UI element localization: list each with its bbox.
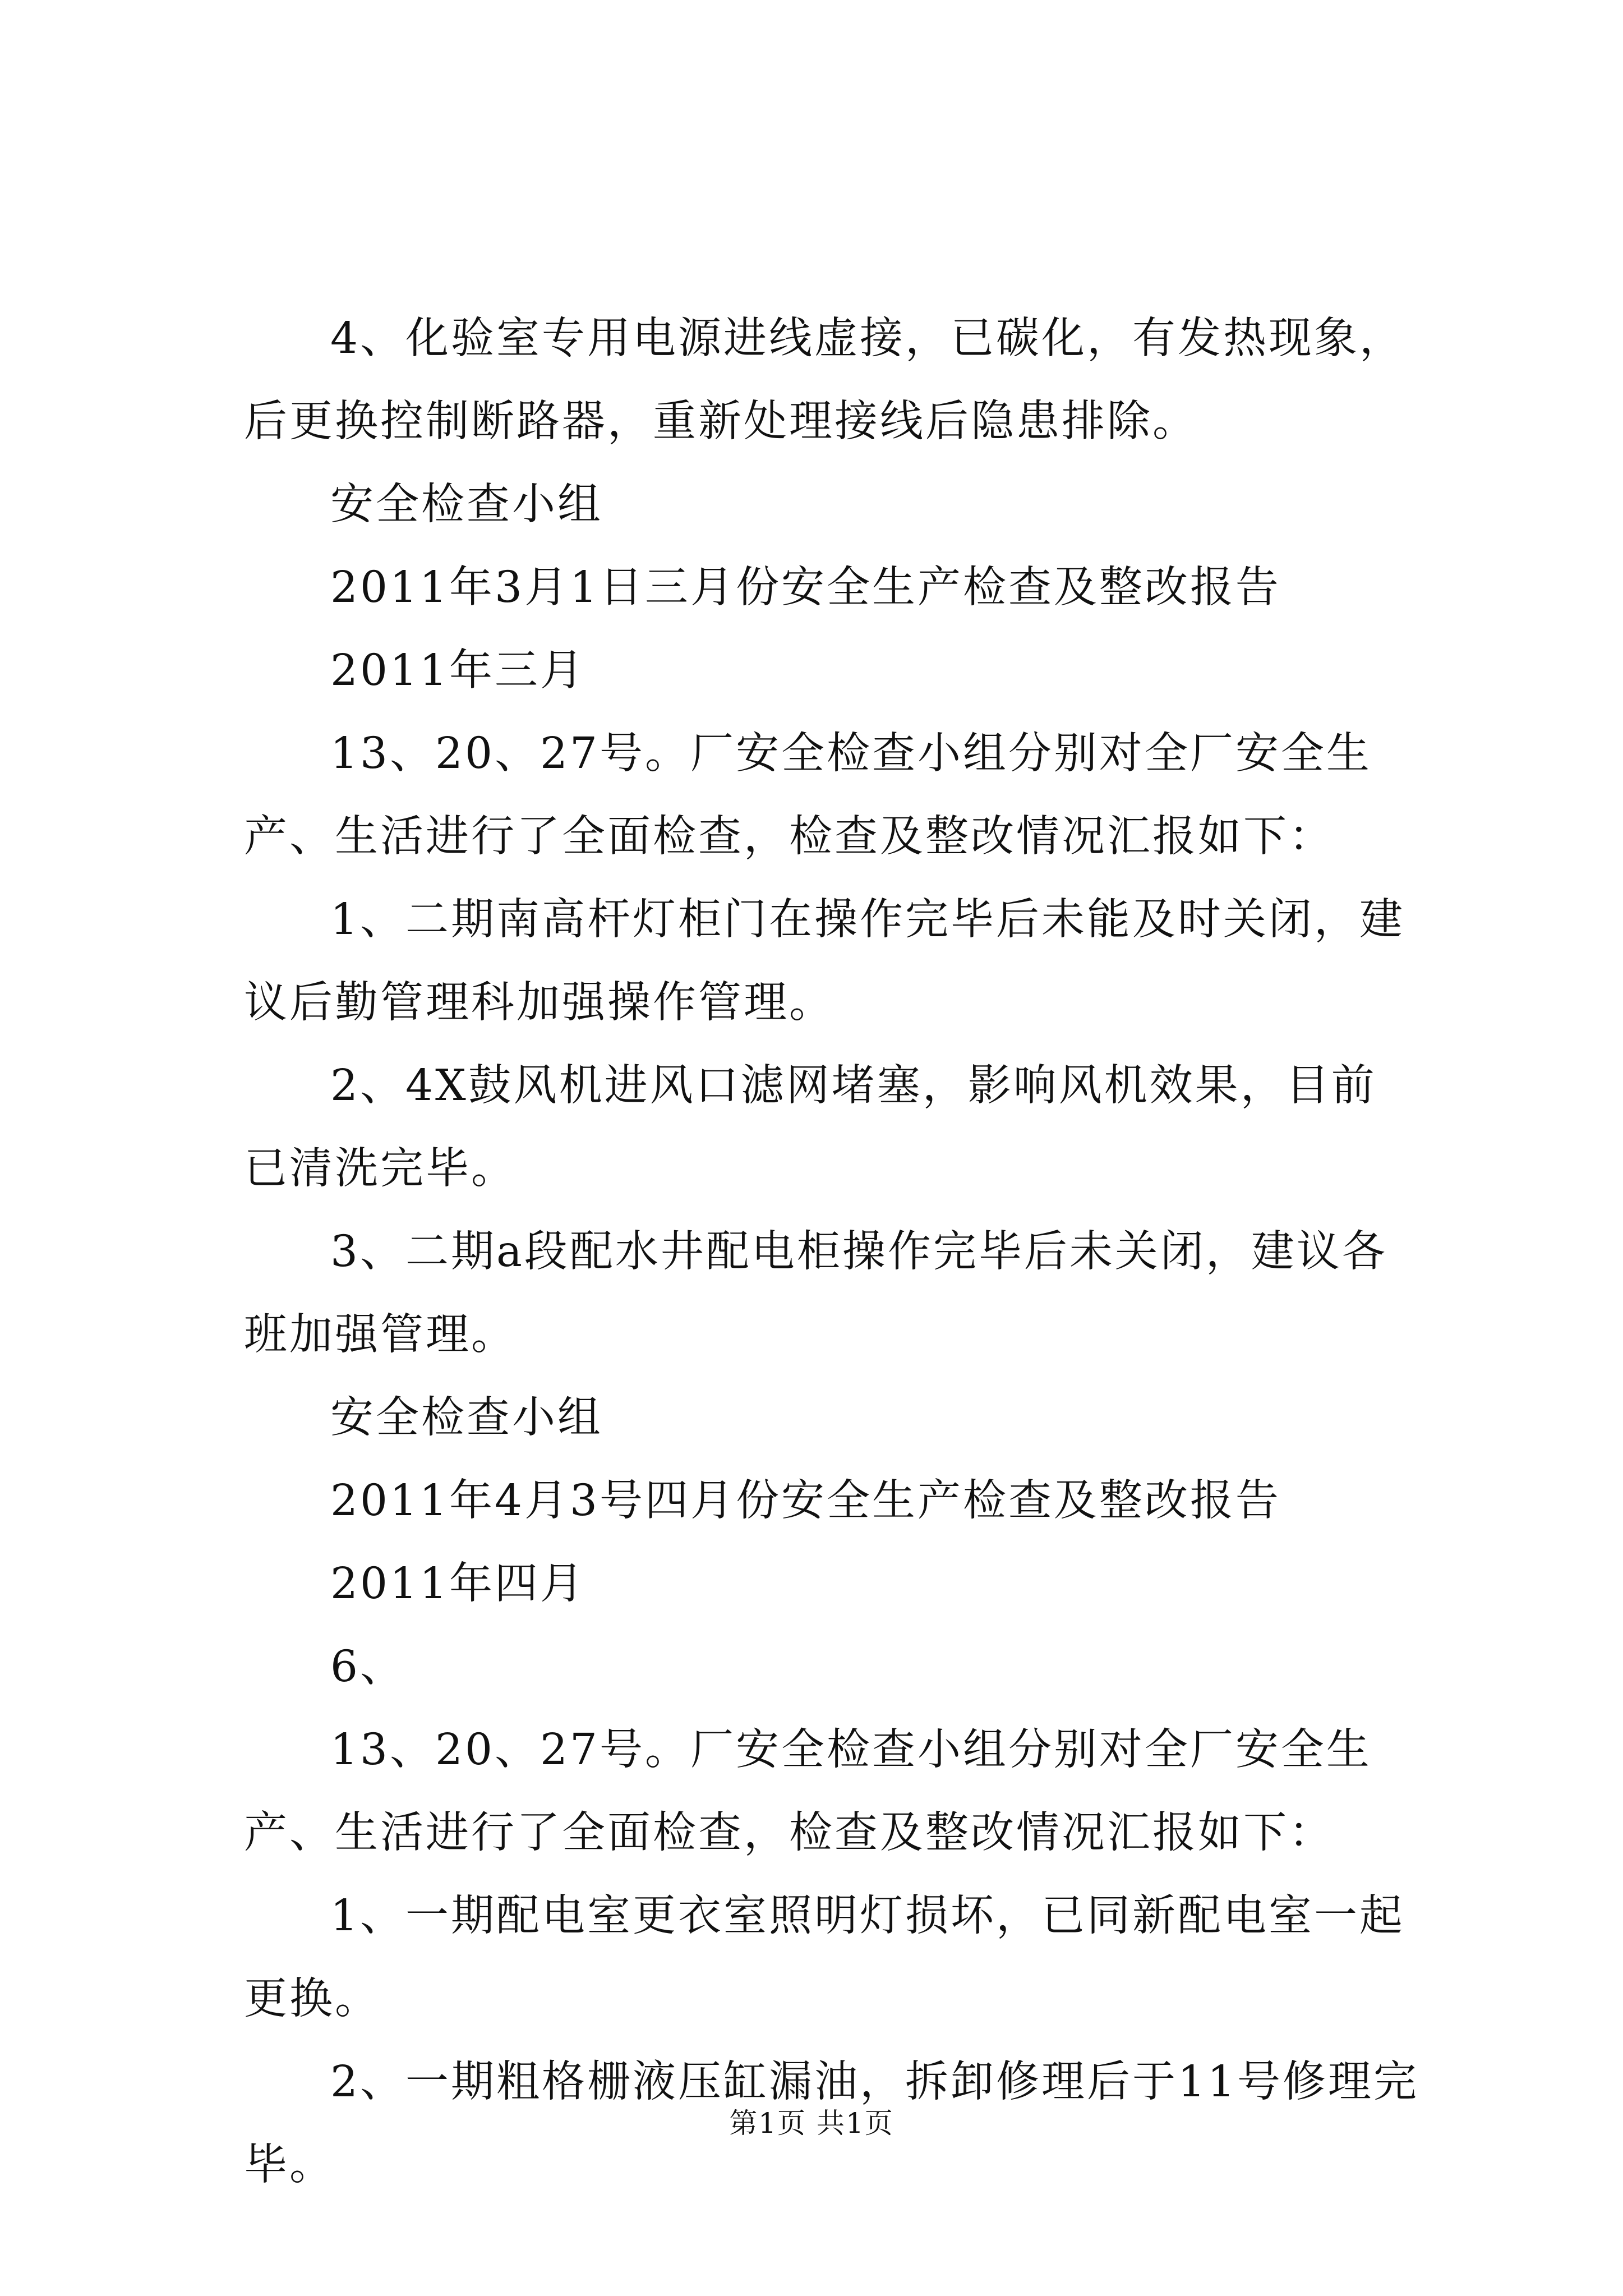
report-title-march: 2011年3月1日三月份安全生产检查及整改报告 — [330, 563, 1281, 613]
inspection-intro-march: 13、20、27号。厂安全检查小组分别对全厂安全生产、生活进行了全面检查，检查及整改情况汇报如下： — [244, 729, 1372, 862]
report-date-april: 2011年四月 — [330, 1559, 585, 1609]
signature-safety-team: 安全检查小组 — [330, 1393, 603, 1443]
april-item-1: 1、一期配电室更衣室照明灯损坏，已同新配电室一起更换。 — [244, 1891, 1405, 2024]
report-date-march: 2011年三月 — [330, 646, 585, 696]
report-title-april: 2011年4月3号四月份安全生产检查及整改报告 — [330, 1476, 1281, 1526]
march-item-2: 2、4X鼓风机进风口滤网堵塞，影响风机效果，目前已清洗完毕。 — [244, 1061, 1377, 1194]
march-item-1: 1、二期南高杆灯柜门在操作完毕后未能及时关闭，建议后勤管理科加强操作管理。 — [244, 895, 1405, 1028]
page-footer: 第1页 共1页 — [729, 2107, 894, 2139]
date-fragment: 6、 — [330, 1642, 405, 1692]
signature-safety-team: 安全检查小组 — [330, 480, 603, 530]
april-item-2: 2、一期粗格栅液压缸漏油，拆卸修理后于11号修理完毕。 — [244, 2057, 1419, 2190]
document-body — [244, 297, 1422, 2207]
inspection-intro-april: 13、20、27号。厂安全检查小组分别对全厂安全生产、生活进行了全面检查，检查及整改情况汇报如下： — [244, 1725, 1372, 1858]
paragraph-item-4-power: 4、化验室专用电源进线虚接，已碳化，有发热现象，后更换控制断路器，重新处理接线后隐患排除。 — [244, 314, 1405, 447]
march-item-3: 3、二期a段配水井配电柜操作完毕后未关闭，建议各班加强管理。 — [244, 1227, 1387, 1360]
